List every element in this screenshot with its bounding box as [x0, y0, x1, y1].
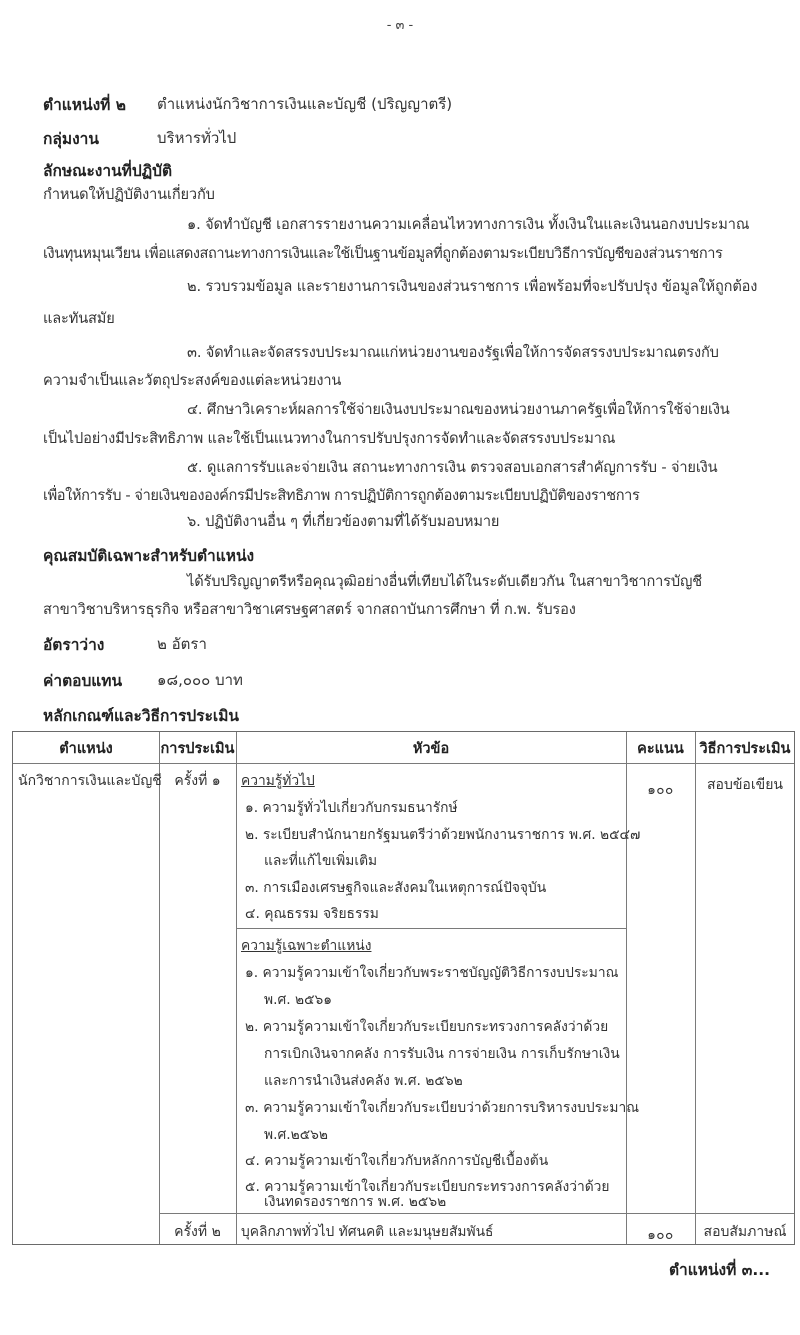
- duty-line: ๓. จัดทำและจัดสรรงบประมาณแก่หน่วยงานของรัฐเพื่อให้การจัดสรรงบประมาณตรงกับ: [187, 344, 719, 361]
- vacancies-label: อัตราว่าง: [43, 636, 105, 654]
- position-name-cell: นักวิชาการเงินและบัญชี: [18, 773, 162, 789]
- duty-line: เงินทุนหมุนเวียน เพื่อแสดงสถานะทางการเงินและใช้เป็นฐานข้อมูลที่ถูกต้องตามระเบียบวิธีการบัญชีของส่วนราชการ: [43, 245, 723, 262]
- criteria-table: [12, 731, 795, 1245]
- header-divider: [13, 763, 794, 764]
- round-1-label: ครั้งที่ ๑: [174, 773, 221, 789]
- column-divider: [695, 732, 696, 1244]
- round-2-label: ครั้งที่ ๒: [174, 1224, 221, 1240]
- column-divider: [159, 732, 160, 1244]
- header-score: คะแนน: [637, 741, 684, 757]
- criteria-heading: หลักเกณฑ์และวิธีการประเมิน: [43, 707, 240, 725]
- duties-intro: กำหนดให้ปฏิบัติงานเกี่ยวกับ: [43, 186, 215, 203]
- round-1-score: ๑๐๐: [647, 782, 674, 798]
- topic-item: และการนำเงินส่งคลัง พ.ศ. ๒๕๖๒: [264, 1073, 463, 1089]
- topic-item: ๓. ความรู้ความเข้าใจเกี่ยวกับระเบียบว่าด้วยการบริหารงบประมาณ: [245, 1100, 640, 1116]
- topic-item: ๔. ความรู้ความเข้าใจเกี่ยวกับหลักการบัญชีเบื้องต้น: [245, 1153, 549, 1169]
- continued-reference: ตำแหน่งที่ ๓...: [668, 1261, 770, 1279]
- duty-line: เป็นไปอย่างมีประสิทธิภาพ และใช้เป็นแนวทางในการปรับปรุงการจัดทำและจัดสรรงบประมาณ: [43, 430, 616, 447]
- duty-line: ๖. ปฏิบัติงานอื่น ๆ ที่เกี่ยวข้องตามที่ได้รับมอบหมาย: [187, 513, 500, 530]
- round-2-topic: บุคลิกภาพทั่วไป ทัศนคติ และมนุษยสัมพันธ์: [241, 1224, 494, 1240]
- duties-heading: ลักษณะงานที่ปฏิบัติ: [43, 162, 173, 180]
- duty-line: ๑. จัดทำบัญชี เอกสารรายงานความเคลื่อนไหวทางการเงิน ทั้งเงินในและเงินนอกงบประมาณ: [187, 216, 750, 233]
- topic-item: ๕. ความรู้ความเข้าใจเกี่ยวกับระเบียบกระทรวงการคลังว่าด้วย: [245, 1179, 610, 1195]
- topic-item: ๒. ความรู้ความเข้าใจเกี่ยวกับระเบียบกระทรวงการคลังว่าด้วย: [245, 1019, 609, 1035]
- section-specific-title: ความรู้เฉพาะตำแหน่ง: [241, 938, 372, 954]
- topic-item: ๔. คุณธรรม จริยธรรม: [245, 906, 379, 922]
- column-divider: [626, 732, 627, 1244]
- qualification-line: ได้รับปริญญาตรีหรือคุณวุฒิอย่างอื่นที่เทียบได้ในระดับเดียวกัน ในสาขาวิชาการบัญชี: [187, 573, 703, 590]
- duty-line: และทันสมัย: [43, 310, 115, 327]
- duty-line: เพื่อให้การรับ - จ่ายเงินขององค์กรมีประสิทธิภาพ การปฏิบัติการถูกต้องตามระเบียบปฏิบัติของราชการ: [43, 487, 640, 504]
- column-divider: [236, 732, 237, 1244]
- topic-item: พ.ศ. ๒๕๖๑: [264, 992, 333, 1008]
- section-general-title: ความรู้ทั่วไป: [241, 773, 315, 789]
- duty-line: ความจำเป็นและวัตถุประสงค์ของแต่ละหน่วยงาน: [43, 372, 342, 389]
- topic-item: ๑. ความรู้ความเข้าใจเกี่ยวกับพระราชบัญญัติวิธีการงบประมาณ: [245, 965, 619, 981]
- topic-item: ๑. ความรู้ทั่วไปเกี่ยวกับกรมธนารักษ์: [245, 800, 458, 816]
- header-position: ตำแหน่ง: [59, 741, 113, 757]
- topic-item: และที่แก้ไขเพิ่มเติม: [264, 853, 378, 869]
- duty-line: ๒. รวบรวมข้อมูล และรายงานการเงินของส่วนราชการ เพื่อพร้อมที่จะปรับปรุง ข้อมูลให้ถูกต้อง: [187, 278, 758, 295]
- header-assessment: การประเมิน: [160, 741, 235, 757]
- duty-line: ๕. ดูแลการรับและจ่ายเงิน สถานะทางการเงิน ตรวจสอบเอกสารสำคัญการรับ - จ่ายเงิน: [187, 459, 718, 476]
- position-title: ตำแหน่งนักวิชาการเงินและบัญชี (ปริญญาตรี): [157, 95, 453, 113]
- salary-label: ค่าตอบแทน: [43, 672, 123, 690]
- round-2-score: ๑๐๐: [647, 1227, 674, 1243]
- work-group-label: กลุ่มงาน: [43, 130, 99, 148]
- salary-value: ๑๘,๐๐๐ บาท: [157, 671, 243, 689]
- round-2-method: สอบสัมภาษณ์: [703, 1224, 787, 1240]
- section-divider: [236, 928, 626, 929]
- topic-item: การเบิกเงินจากคลัง การรับเงิน การจ่ายเงิน การเก็บรักษาเงิน: [264, 1046, 620, 1062]
- round-1-method: สอบข้อเขียน: [707, 777, 783, 793]
- topic-item: ๒. ระเบียบสำนักนายกรัฐมนตรีว่าด้วยพนักงานราชการ พ.ศ. ๒๕๔๗: [245, 827, 641, 843]
- topic-item: ๓. การเมืองเศรษฐกิจและสังคมในเหตุการณ์ปัจจุบัน: [245, 880, 547, 896]
- vacancies-value: ๒ อัตรา: [157, 635, 207, 653]
- header-method: วิธีการประเมิน: [699, 741, 791, 757]
- qualification-line: สาขาวิชาบริหารธุรกิจ หรือสาขาวิชาเศรษฐศาสตร์ จากสถาบันการศึกษา ที่ ก.พ. รับรอง: [43, 601, 576, 618]
- qualifications-heading: คุณสมบัติเฉพาะสำหรับตำแหน่ง: [43, 547, 255, 565]
- topic-item: เงินทดรองราชการ พ.ศ. ๒๕๖๒: [264, 1194, 447, 1210]
- header-topic: หัวข้อ: [412, 741, 450, 757]
- round-divider: [159, 1213, 794, 1214]
- work-group-value: บริหารทั่วไป: [157, 129, 237, 147]
- duty-line: ๔. ศึกษาวิเคราะห์ผลการใช้จ่ายเงินงบประมาณของหน่วยงานภาครัฐเพื่อให้การใช้จ่ายเงิน: [187, 401, 730, 418]
- position-label: ตำแหน่งที่ ๒: [43, 96, 126, 114]
- topic-item: พ.ศ.๒๕๖๒: [264, 1127, 329, 1143]
- page-number: - ๓ -: [386, 18, 414, 33]
